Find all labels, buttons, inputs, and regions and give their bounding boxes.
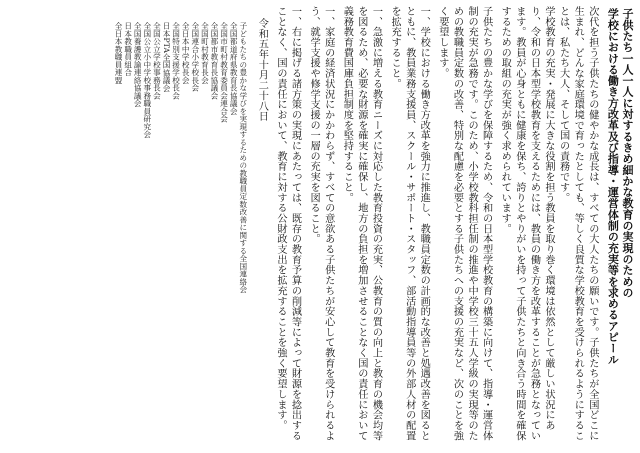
document-date: 令和五年十月二十八日 bbox=[256, 18, 268, 122]
signatory: 全国市町村教育委員会連合会 bbox=[219, 22, 229, 123]
demand-item-2: 一、急激に増える教育ニーズに対応した教育投資の充実、公教育の質の向上と教育の機会均等を図るため、必要な財源を確実に確保し、地方の負担を増加させることなく国の責任において義務教育費国庫負担制度を堅持すること。 bbox=[341, 6, 382, 441]
signatory: 日本PTA全国協議会 bbox=[162, 22, 171, 92]
title-line-1: 子供たち一人一人に対するきめ細かな教育の実現のための bbox=[621, 8, 634, 298]
document-title bbox=[605, 4, 634, 449]
title-line-2: 学校における働き方改革及び指導・運営体制の充実等を求めるアピール bbox=[606, 8, 620, 365]
signatory: 全国公立小中学校事務職員研究会 bbox=[142, 22, 152, 139]
signatory: 全国連合小学校長会 bbox=[190, 22, 200, 92]
paragraph-context: 学校教育の充実・発展に大きな役割を担う教員を取り巻く環境は依然として厳しい状況にあり、令和の日本型学校教育を支えるためには、教員の働き方を改革することが急務となっています。教員が心身ともに健康を保ち、誇りとやりがいを持って子供たちと向き合う時間を確保するための取組の充実が強く求められています。 bbox=[499, 6, 555, 441]
paragraph-intro: 次代を担う子供たちの健やかな成長は、すべての大人たちの願いです。子供たちが全国どこに生まれ、どんな家庭環境で育ったとしても、等しく良質な学校教育を受けられるようにすることは、私たち大人、そして国の責務です。 bbox=[557, 6, 598, 441]
appeal-document bbox=[6, 4, 634, 449]
signatory: 全国都市教育長協議会 bbox=[209, 22, 219, 100]
signatory: 全国都道府県教育長協議会 bbox=[229, 22, 239, 115]
signatory: 全国公立学校事務長会 bbox=[152, 22, 162, 100]
demand-item-4: 一、右に掲げる諸方策の実現にあたっては、既存の教育予算の削減等によって財源を捻出することなく、国の責任において、教育に対する公財政支出を拡充することを強く要望します。 bbox=[274, 6, 301, 441]
signatory-list bbox=[113, 4, 247, 449]
signatory: 子どもたちの豊かな学びを実現するための教職員定数改善に関する全国連絡会 bbox=[238, 22, 248, 294]
signatory: 全国町村教育長会 bbox=[200, 22, 210, 84]
signatory: 全日本中学校長会 bbox=[181, 22, 191, 84]
signatory: 日本教職員組合 bbox=[123, 22, 133, 77]
demand-item-1: 一、学校における働き方改革を強力に推進し、教職員定数の計画的な改善と処遇改善を図るとともに、教員業務支援員、スクール・サポート・スタッフ、部活動指導員等の外部人材の配置を拡充すること。 bbox=[389, 6, 430, 441]
signatory: 全国特別支援学校長会 bbox=[171, 22, 181, 100]
demand-item-3: 一、家庭の経済状況にかかわらず、すべての意欲ある子供たちが安心して教育を受けられるよう、就学支援や修学支援の一層の充実を図ること。 bbox=[308, 6, 334, 441]
paragraph-request: 子供たちの豊かな学びを保障するため、令和の日本型学校教育の構築に向けて、指導・運営体制の充実が急務です。このため、小学校教科担任制の推進や中学校三十五人学級の実現等のための教職員定数の改善、特別な配慮を必要とする子供たちへの支援の充実など、次のことを強く要望します。 bbox=[436, 6, 492, 441]
signatory: 全国養護教諭連絡協議会 bbox=[133, 22, 143, 108]
signatory: 全日本教職員連盟 bbox=[114, 22, 124, 84]
